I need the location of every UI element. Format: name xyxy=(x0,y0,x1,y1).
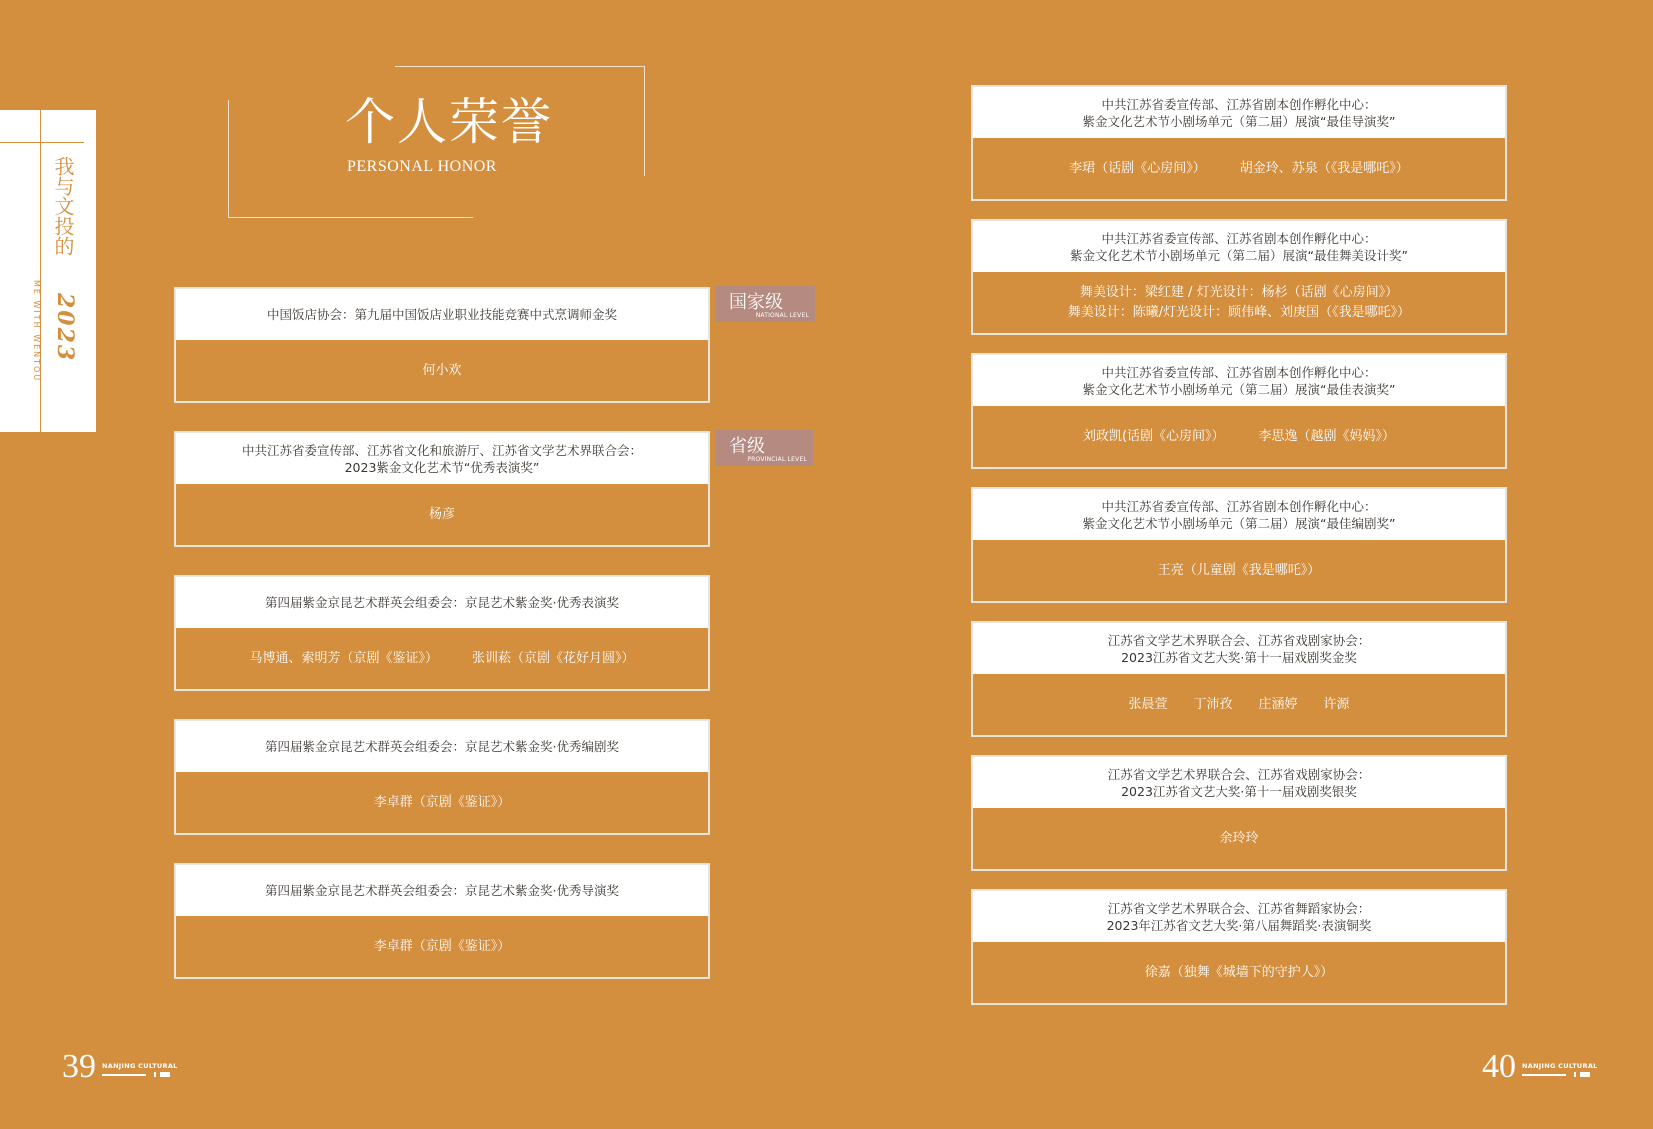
badge-label-en: PROVINCIAL LEVEL xyxy=(747,456,807,463)
winners-row xyxy=(1145,963,1334,983)
award-title xyxy=(176,721,708,772)
winner-name: 何小欢 xyxy=(422,362,462,378)
badge-label: 省级 xyxy=(729,436,765,457)
award-title xyxy=(176,289,708,340)
page-title: 个人荣誉 xyxy=(345,93,553,151)
award-card xyxy=(971,219,1507,335)
award-winners xyxy=(176,916,708,977)
provincial-level-badge xyxy=(715,430,813,466)
divider xyxy=(40,110,41,432)
side-subtitle-en: ME WITH WENTOU xyxy=(32,280,41,383)
header-frame-line xyxy=(644,66,645,176)
winner-name: 余玲玲 xyxy=(1219,830,1259,846)
award-winners xyxy=(973,406,1505,467)
award-title xyxy=(973,489,1505,540)
brand-label: NANJING CULTURAL xyxy=(102,1062,178,1070)
award-winners xyxy=(176,772,708,833)
award-title xyxy=(973,623,1505,674)
award-title-line: 2023江苏省文艺大奖·第十一届戏剧奖金奖 xyxy=(1121,649,1357,665)
brand-bar xyxy=(1522,1074,1566,1076)
winners-row xyxy=(1080,283,1398,303)
winner-name: 杨彦 xyxy=(428,506,455,522)
award-title-line: 中共江苏省委宣传部、江苏省剧本创作孵化中心： xyxy=(1101,96,1377,112)
award-title-line: 2023江苏省文艺大奖·第十一届戏剧奖银奖 xyxy=(1121,783,1357,799)
winners-row xyxy=(374,937,511,957)
winner-name: 许源 xyxy=(1323,696,1350,712)
winner-name: 王亮（儿童剧《我是哪吒》） xyxy=(1157,562,1321,578)
award-title-line: 紫金文化艺术节小剧场单元（第二届）展演“最佳编剧奖” xyxy=(1082,515,1396,531)
award-title-line: 江苏省文学艺术界联合会、江苏省戏剧家协会： xyxy=(1107,766,1371,782)
winner-name: 丁沛孜 xyxy=(1193,696,1233,712)
award-card xyxy=(174,287,710,403)
winners-row xyxy=(422,361,461,381)
award-title-line: 第四届紫金京昆艺术群英会组委会：京昆艺术紫金奖·优秀编剧奖 xyxy=(265,739,619,754)
badge-label-en: NATIONAL LEVEL xyxy=(755,312,809,319)
winner-name: 李珺（话剧《心房间》） xyxy=(1069,160,1206,176)
award-winners xyxy=(973,674,1505,735)
award-title-line: 紫金文化艺术节小剧场单元（第二届）展演“最佳舞美设计奖” xyxy=(1070,247,1408,263)
winners-row xyxy=(1069,159,1409,179)
award-winners xyxy=(176,340,708,401)
brand-bar xyxy=(1580,1072,1590,1077)
award-winners xyxy=(973,540,1505,601)
award-title xyxy=(973,891,1505,942)
brand-label: NANJING CULTURAL xyxy=(1522,1062,1598,1070)
brand-bar xyxy=(102,1074,146,1076)
page-number-right: 40 xyxy=(1482,1048,1516,1085)
award-card xyxy=(174,863,710,979)
side-tab xyxy=(0,110,96,432)
award-winners xyxy=(973,138,1505,199)
side-title: 我与文投的 xyxy=(51,156,75,256)
page-number-left: 39 xyxy=(62,1048,96,1085)
award-title-line: 中共江苏省委宣传部、江苏省剧本创作孵化中心： xyxy=(1101,230,1377,246)
winners-row xyxy=(1083,427,1395,447)
winners-row xyxy=(429,505,455,525)
brand-bar xyxy=(1574,1072,1576,1077)
award-title xyxy=(176,577,708,628)
award-title xyxy=(973,757,1505,808)
divider xyxy=(0,142,84,143)
winner-name: 马博通、索明芳（京剧《鉴证》） xyxy=(249,650,438,666)
award-winners xyxy=(973,942,1505,1003)
award-title-line: 紫金文化艺术节小剧场单元（第二届）展演“最佳导演奖” xyxy=(1082,113,1396,129)
winners-row xyxy=(374,793,511,813)
award-winners xyxy=(176,628,708,689)
award-title-line: 江苏省文学艺术界联合会、江苏省戏剧家协会： xyxy=(1107,632,1371,648)
award-title-line: 第四届紫金京昆艺术群英会组委会：京昆艺术紫金奖·优秀表演奖 xyxy=(265,595,619,610)
award-title-line: 中国饭店协会：第九届中国饭店业职业技能竞赛中式烹调师金奖 xyxy=(266,307,617,322)
header-frame-line xyxy=(228,100,229,218)
winners-row xyxy=(249,649,634,669)
winner-name: 舞美设计：梁红建 / 灯光设计：杨杉（话剧《心房间》） xyxy=(1079,284,1399,300)
badge-label: 国家级 xyxy=(729,292,783,313)
award-title xyxy=(973,221,1505,272)
award-card xyxy=(971,353,1507,469)
award-title-line: 第四届紫金京昆艺术群英会组委会：京昆艺术紫金奖·优秀导演奖 xyxy=(265,883,619,898)
award-title xyxy=(176,433,708,484)
award-title xyxy=(973,87,1505,138)
award-card xyxy=(971,621,1507,737)
award-card xyxy=(971,889,1507,1005)
award-title-line: 中共江苏省委宣传部、江苏省文化和旅游厅、江苏省文学艺术界联合会： xyxy=(241,442,642,458)
winner-name: 张晨萱 xyxy=(1128,696,1168,712)
header-frame-line xyxy=(228,217,473,218)
award-title-line: 2023紫金文化艺术节“优秀表演奖” xyxy=(344,459,540,475)
award-card xyxy=(971,755,1507,871)
award-card xyxy=(174,575,710,691)
winner-name: 李思逸（越剧《妈妈》） xyxy=(1258,428,1396,444)
award-card xyxy=(174,719,710,835)
winner-name: 庄涵婷 xyxy=(1258,696,1298,712)
award-card xyxy=(174,431,710,547)
winner-name: 徐嘉（独舞《城墙下的守护人》） xyxy=(1144,964,1334,980)
award-winners xyxy=(973,808,1505,869)
winners-row xyxy=(1219,829,1258,849)
award-card xyxy=(971,487,1507,603)
award-card xyxy=(971,85,1507,201)
award-winners xyxy=(973,272,1505,333)
page-subtitle: PERSONAL HONOR xyxy=(347,158,497,175)
award-title xyxy=(973,355,1505,406)
side-year: 2023 xyxy=(52,293,78,363)
header-frame-line xyxy=(395,66,645,67)
national-level-badge xyxy=(715,286,815,322)
winner-name: 刘政凯(话剧《心房间》） xyxy=(1082,428,1225,444)
winner-name: 张训菘（京剧《花好月圆》） xyxy=(472,650,635,666)
award-title xyxy=(176,865,708,916)
winners-row xyxy=(1158,561,1321,581)
award-winners xyxy=(176,484,708,545)
winner-name: 胡金玲、苏泉（《我是哪吒》） xyxy=(1239,160,1409,176)
winners-row xyxy=(1128,695,1349,715)
award-title-line: 中共江苏省委宣传部、江苏省剧本创作孵化中心： xyxy=(1101,498,1377,514)
winner-name: 舞美设计：陈曦/灯光设计：顾伟峰、刘庚国（《我是哪吒》） xyxy=(1067,304,1411,320)
winners-row xyxy=(1068,303,1410,323)
award-title-line: 2023年江苏省文艺大奖·第八届舞蹈奖·表演铜奖 xyxy=(1106,917,1372,933)
brand-bar xyxy=(160,1072,170,1077)
winner-name: 李卓群（京剧《鉴证》） xyxy=(373,938,511,954)
brand-bar xyxy=(154,1072,156,1077)
award-title-line: 江苏省文学艺术界联合会、江苏省舞蹈家协会： xyxy=(1107,900,1371,916)
award-title-line: 紫金文化艺术节小剧场单元（第二届）展演“最佳表演奖” xyxy=(1082,381,1396,397)
award-title-line: 中共江苏省委宣传部、江苏省剧本创作孵化中心： xyxy=(1101,364,1377,380)
winner-name: 李卓群（京剧《鉴证》） xyxy=(373,794,511,810)
